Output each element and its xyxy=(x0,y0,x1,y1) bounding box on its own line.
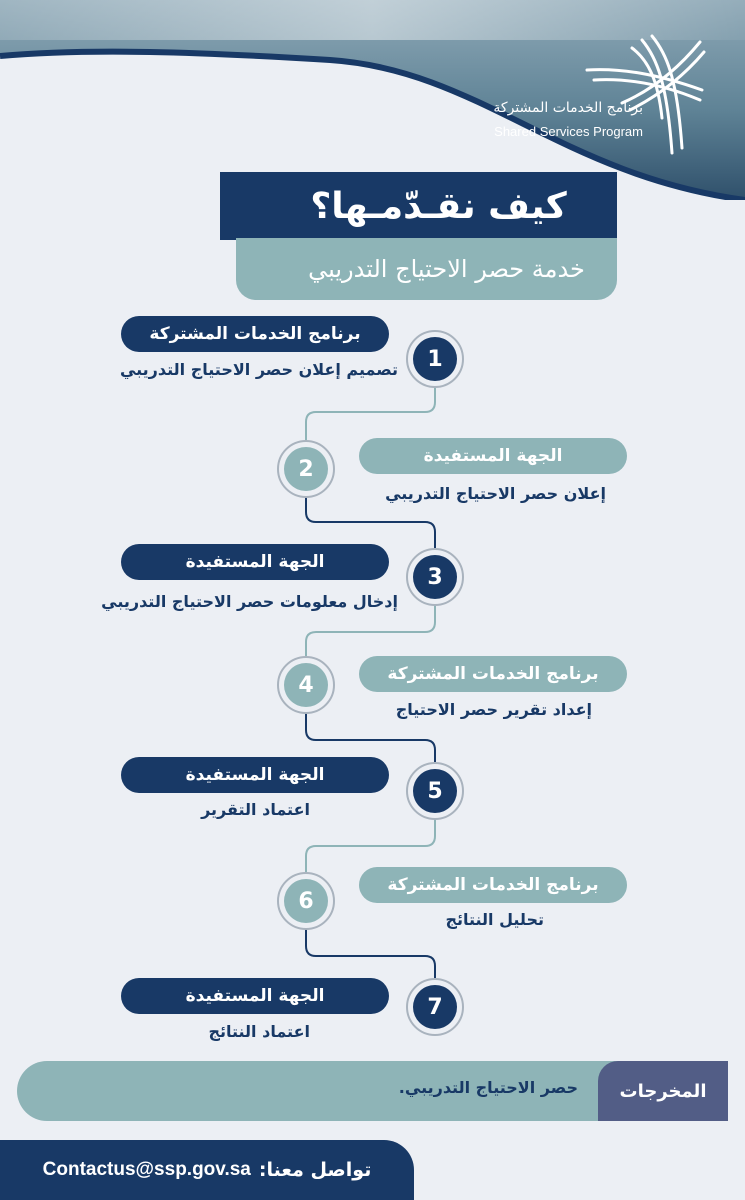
logo-english-text: Shared Services Program xyxy=(494,124,643,139)
step-5-badge xyxy=(406,762,464,820)
step-6-number: 6 xyxy=(284,879,328,923)
step-4-number: 4 xyxy=(284,663,328,707)
contact-bar xyxy=(0,1140,414,1200)
step-7-number: 7 xyxy=(413,985,457,1029)
page-title: كيف نقـدّمـها؟ xyxy=(220,172,617,240)
step-5-action: اعتماد التقرير xyxy=(201,800,310,819)
step-4-action: إعداد تقرير حصر الاحتياج xyxy=(395,700,592,719)
contact-email-link[interactable]: Contactus@ssp.gov.sa xyxy=(42,1159,251,1180)
step-1-action: تصميم إعلان حصر الاحتياج التدريبي xyxy=(119,360,398,379)
step-3-actor: الجهة المستفيدة xyxy=(121,544,389,580)
step-2-action: إعلان حصر الاحتياج التدريبي xyxy=(385,484,606,503)
logo-arabic-text: برنامج الخدمات المشتركة xyxy=(493,100,643,116)
step-3-badge xyxy=(406,548,464,606)
step-3-action: إدخال معلومات حصر الاحتياج التدريبي xyxy=(101,592,398,611)
outputs-text: حصر الاحتياج التدريبي. xyxy=(398,1078,578,1097)
step-3-number: 3 xyxy=(413,555,457,599)
step-6-action: تحليل النتائج xyxy=(445,910,544,929)
step-7-action: اعتماد النتائج xyxy=(208,1022,310,1041)
step-1-number: 1 xyxy=(413,337,457,381)
step-1-actor: برنامج الخدمات المشتركة xyxy=(121,316,389,352)
outputs-label: المخرجات xyxy=(598,1061,728,1121)
step-4-actor: برنامج الخدمات المشتركة xyxy=(359,656,627,692)
step-2-number: 2 xyxy=(284,447,328,491)
step-1-badge xyxy=(406,330,464,388)
step-4-badge xyxy=(277,656,335,714)
step-7-actor: الجهة المستفيدة xyxy=(121,978,389,1014)
step-7-badge xyxy=(406,978,464,1036)
contact-label: تواصل معنا: xyxy=(258,1159,372,1181)
step-5-number: 5 xyxy=(413,769,457,813)
step-6-actor: برنامج الخدمات المشتركة xyxy=(359,867,627,903)
step-6-badge xyxy=(277,872,335,930)
step-2-badge xyxy=(277,440,335,498)
page-subtitle: خدمة حصر الاحتياج التدريبي xyxy=(236,238,617,300)
step-2-actor: الجهة المستفيدة xyxy=(359,438,627,474)
step-5-actor: الجهة المستفيدة xyxy=(121,757,389,793)
